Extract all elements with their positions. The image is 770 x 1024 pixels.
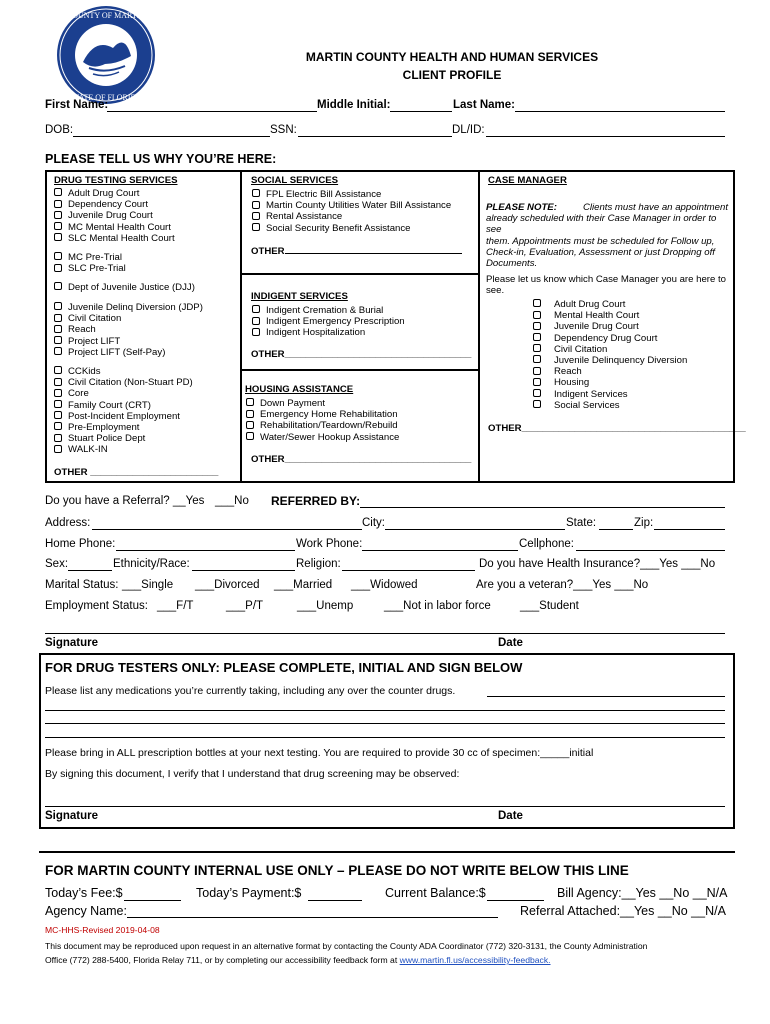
ethnicity-label: Ethnicity/Race: — [113, 558, 190, 570]
checkbox-item[interactable]: SLC Pre-Trial — [54, 263, 126, 274]
checkbox-item[interactable]: Juvenile Delinquency Diversion — [533, 355, 687, 366]
drug-testing-other[interactable]: OTHER ________________________ — [54, 467, 219, 478]
checkbox[interactable] — [533, 322, 541, 330]
social-services-other[interactable]: OTHER — [251, 244, 462, 257]
veteran-question[interactable]: Are you a veteran?___Yes ___No — [476, 579, 649, 591]
checkbox-item[interactable]: Down Payment — [246, 398, 399, 409]
ada-notice-line1: This document may be reproduced upon request in an alternative format by contacting the County ADA Coordinator (772) 320-3131, the County Administration — [45, 941, 648, 951]
referral-attached[interactable]: Referral Attached:__Yes __No __N/A — [520, 904, 726, 918]
marital-married[interactable]: ___Married — [274, 579, 333, 591]
marital-single[interactable]: ___Single — [122, 579, 174, 591]
medications-field-3[interactable] — [45, 723, 725, 724]
work-phone-label: Work Phone: — [296, 538, 363, 550]
checkbox-item[interactable]: Indigent Services — [533, 389, 687, 400]
checkbox-item[interactable]: Mental Health Court — [533, 310, 687, 321]
fee-label: Today’s Fee:$ — [45, 886, 123, 900]
checkbox[interactable] — [54, 233, 62, 241]
checkbox-item[interactable]: Rehabilitation/Teardown/Rebuild — [246, 420, 399, 431]
why-heading: PLEASE TELL US WHY YOU’RE HERE: — [45, 152, 277, 166]
ethnicity-field[interactable] — [192, 570, 295, 571]
checkbox-item[interactable]: Dependency Court — [54, 199, 175, 210]
checkbox[interactable] — [54, 389, 62, 397]
employment-nilf[interactable]: ___Not in labor force — [384, 600, 491, 612]
checkbox-item[interactable]: Indigent Hospitalization — [252, 327, 405, 338]
checkbox[interactable] — [54, 411, 62, 419]
checkbox-item[interactable]: Adult Drug Court — [54, 188, 175, 199]
internal-divider — [39, 851, 735, 853]
cellphone-label: Cellphone: — [519, 538, 574, 550]
drug-testing-group3 — [54, 282, 195, 293]
checkbox-item[interactable]: Dependency Drug Court — [533, 333, 687, 344]
zip-label: Zip: — [634, 517, 654, 529]
housing-assistance-other[interactable]: OTHER___________________________________ — [251, 454, 472, 465]
drug-testers-box — [39, 653, 735, 829]
checkbox-item[interactable]: Core — [54, 388, 193, 399]
case-manager-list — [533, 299, 687, 411]
insurance-question[interactable]: Do you have Health Insurance?___Yes ___No — [479, 558, 716, 570]
date-label: Date — [498, 637, 523, 649]
checkbox[interactable] — [533, 378, 541, 386]
checkbox-item[interactable]: Project LIFT (Self-Pay) — [54, 347, 203, 358]
drug-testers-signature-line[interactable] — [45, 806, 725, 807]
checkbox[interactable] — [246, 398, 254, 406]
checkbox-item[interactable]: Water/Sewer Hookup Assistance — [246, 432, 399, 443]
state-label: State: — [566, 517, 597, 529]
cellphone-field[interactable] — [576, 550, 725, 551]
divider-indigent — [241, 369, 478, 371]
dl-id-label: DL/ID: — [452, 124, 485, 136]
last-name-field[interactable] — [515, 111, 725, 112]
drug-testing-group1 — [54, 188, 175, 244]
signature-label: Signature — [45, 637, 99, 649]
employment-student[interactable]: ___Student — [520, 600, 579, 612]
checkbox[interactable] — [54, 314, 62, 322]
drug-testing-group2 — [54, 252, 126, 274]
seal-text-top: COUNTY OF MARTIN — [66, 11, 146, 20]
indigent-services-title: INDIGENT SERVICES — [251, 291, 348, 302]
case-manager-other[interactable]: OTHER__________________________________________ — [488, 423, 746, 434]
dob-field[interactable] — [73, 136, 270, 137]
checkbox[interactable] — [54, 302, 62, 310]
checkbox[interactable] — [54, 366, 62, 374]
header-line2: CLIENT PROFILE — [402, 68, 502, 82]
home-phone-label: Home Phone: — [45, 538, 116, 550]
dl-id-field[interactable] — [486, 136, 725, 137]
agency-name-field[interactable] — [127, 917, 498, 918]
checkbox[interactable] — [533, 367, 541, 375]
payment-field[interactable] — [308, 900, 362, 901]
checkbox-item[interactable]: Martin County Utilities Water Bill Assistance — [252, 200, 451, 211]
checkbox[interactable] — [54, 188, 62, 196]
drug-testing-group4 — [54, 302, 203, 358]
checkbox[interactable] — [246, 410, 254, 418]
state-field[interactable] — [599, 529, 633, 530]
checkbox[interactable] — [533, 333, 541, 341]
checkbox-item[interactable]: Housing — [533, 377, 687, 388]
divider-1 — [240, 171, 242, 482]
revised-tag: MC-HHS-Revised 2019-04-08 — [45, 925, 160, 935]
checkbox[interactable] — [54, 445, 62, 453]
checkbox-item[interactable]: Indigent Cremation & Burial — [252, 305, 405, 316]
employment-unemp[interactable]: ___Unemp — [297, 600, 354, 612]
header-line1: MARTIN COUNTY HEALTH AND HUMAN SERVICES — [305, 50, 599, 64]
checkbox[interactable] — [252, 317, 260, 325]
checkbox-item[interactable]: Social Services — [533, 400, 687, 411]
payment-label: Today’s Payment:$ — [196, 886, 302, 900]
checkbox-item[interactable]: Post-Incident Employment — [54, 411, 193, 422]
medications-prompt: Please list any medications you’re currently taking, including any over the counter drugs. — [45, 685, 456, 697]
checkbox[interactable] — [252, 305, 260, 313]
address-label: Address: — [45, 517, 91, 529]
checkbox[interactable] — [54, 325, 62, 333]
checkbox[interactable] — [533, 400, 541, 408]
checkbox-item[interactable]: Dept of Juvenile Justice (DJJ) — [54, 282, 195, 293]
checkbox[interactable] — [54, 222, 62, 230]
indigent-services-list — [252, 305, 405, 339]
middle-initial-label: Middle Initial: — [317, 99, 391, 111]
marital-label: Marital Status: — [45, 579, 119, 591]
checkbox-item[interactable]: Reach — [54, 324, 203, 335]
checkbox[interactable] — [54, 252, 62, 260]
checkbox-item[interactable]: Juvenile Delinq Diversion (JDP) — [54, 302, 203, 313]
ssn-field[interactable] — [298, 136, 452, 137]
signature-line[interactable] — [45, 633, 725, 634]
referral-no[interactable]: ___No — [215, 495, 249, 507]
address-field[interactable] — [92, 529, 362, 530]
bill-agency[interactable]: Bill Agency:__Yes __No __N/A — [557, 886, 728, 900]
checkbox-item[interactable]: Civil Citation — [533, 344, 687, 355]
social-services-list — [252, 189, 451, 234]
checkbox-item[interactable]: Rental Assistance — [252, 211, 451, 222]
checkbox[interactable] — [533, 389, 541, 397]
drug-testers-date-label: Date — [498, 810, 523, 822]
first-name-label: First Name: — [45, 99, 109, 111]
divider-social — [241, 273, 478, 275]
checkbox-item[interactable]: FPL Electric Bill Assistance — [252, 189, 451, 200]
case-manager-note: PLEASE NOTE: Clients must have an appointment already scheduled with their Case Manager in order to see them. Appointments must be scheduled for Follow up, Check-in, Evaluation, Assessment or just Dropping off Documents. — [486, 202, 728, 270]
fee-field[interactable] — [124, 900, 181, 901]
checkbox[interactable] — [252, 189, 260, 197]
balance-field[interactable] — [487, 900, 544, 901]
checkbox[interactable] — [54, 422, 62, 430]
housing-assistance-list — [246, 398, 399, 443]
checkbox-item[interactable]: MC Mental Health Court — [54, 222, 175, 233]
checkbox-item[interactable]: Pre-Employment — [54, 422, 193, 433]
checkbox-item[interactable]: Juvenile Drug Court — [533, 321, 687, 332]
checkbox[interactable] — [533, 299, 541, 307]
checkbox[interactable] — [54, 347, 62, 355]
referral-question[interactable]: Do you have a Referral? __Yes — [45, 495, 205, 507]
ssn-label: SSN: — [270, 124, 297, 136]
drug-testers-heading: FOR DRUG TESTERS ONLY: PLEASE COMPLETE, INITIAL AND SIGN BELOW — [45, 660, 523, 675]
checkbox[interactable] — [252, 201, 260, 209]
checkbox[interactable] — [54, 282, 62, 290]
employment-pt[interactable]: ___P/T — [226, 600, 264, 612]
checkbox[interactable] — [54, 336, 62, 344]
city-field[interactable] — [385, 529, 565, 530]
bottles-notice[interactable]: Please bring in ALL prescription bottles at your next testing. You are required to provide 30 cc of specimen:_____initial — [45, 747, 594, 759]
checkbox-item[interactable]: Emergency Home Rehabilitation — [246, 409, 399, 420]
balance-label: Current Balance:$ — [385, 886, 486, 900]
dob-label: DOB: — [45, 124, 74, 136]
first-name-field[interactable] — [107, 111, 317, 112]
ada-notice-line2: Office (772) 288-5400, Florida Relay 711, or by completing our accessibility feedback form at www.martin.fl.us/accessibility-feedback. — [45, 955, 551, 965]
checkbox-item[interactable]: Family Court (CRT) — [54, 400, 193, 411]
indigent-services-other[interactable]: OTHER___________________________________ — [251, 349, 472, 360]
checkbox-item[interactable]: Project LIFT — [54, 336, 203, 347]
checkbox[interactable] — [54, 200, 62, 208]
medications-field-1[interactable] — [487, 696, 725, 697]
work-phone-field[interactable] — [362, 550, 518, 551]
case-manager-title: CASE MANAGER — [488, 175, 567, 186]
checkbox-item[interactable]: Reach — [533, 366, 687, 377]
checkbox-item[interactable]: MC Pre-Trial — [54, 252, 126, 263]
housing-assistance-title: HOUSING ASSISTANCE — [245, 384, 354, 395]
checkbox[interactable] — [54, 400, 62, 408]
checkbox-item[interactable]: Adult Drug Court — [533, 299, 687, 310]
sex-field[interactable] — [68, 570, 112, 571]
checkbox-item[interactable]: Civil Citation — [54, 313, 203, 324]
internal-heading: FOR MARTIN COUNTY INTERNAL USE ONLY – PLEASE DO NOT WRITE BELOW THIS LINE — [45, 863, 629, 878]
employment-label: Employment Status: — [45, 600, 148, 612]
checkbox-item[interactable]: Social Security Benefit Assistance — [252, 223, 451, 234]
religion-label: Religion: — [296, 558, 341, 570]
checkbox[interactable] — [252, 328, 260, 336]
accessibility-link[interactable]: www.martin.fl.us/accessibility-feedback. — [399, 955, 551, 965]
social-services-title: SOCIAL SERVICES — [251, 175, 339, 186]
sex-label: Sex: — [45, 558, 69, 570]
checkbox-item[interactable]: Indigent Emergency Prescription — [252, 316, 405, 327]
zip-field[interactable] — [654, 529, 725, 530]
checkbox[interactable] — [54, 434, 62, 442]
seal-text-bottom: STATE OF FLORIDA — [69, 93, 143, 102]
divider-2 — [478, 171, 480, 482]
referred-by-label: REFERRED BY: — [271, 494, 361, 508]
checkbox[interactable] — [54, 378, 62, 386]
checkbox[interactable] — [533, 311, 541, 319]
middle-initial-field[interactable] — [390, 111, 452, 112]
checkbox-item[interactable]: Civil Citation (Non-Stuart PD) — [54, 377, 193, 388]
medications-field-2[interactable] — [45, 710, 725, 711]
religion-field[interactable] — [342, 570, 475, 571]
marital-widowed[interactable]: ___Widowed — [351, 579, 418, 591]
case-manager-prompt: Please let us know which Case Manager you are here to see. — [486, 274, 726, 297]
observed-notice: By signing this document, I verify that I understand that drug screening may be observed: — [45, 768, 460, 780]
marital-divorced[interactable]: ___Divorced — [195, 579, 260, 591]
checkbox[interactable] — [246, 421, 254, 429]
agency-name-label: Agency Name: — [45, 904, 127, 918]
checkbox[interactable] — [246, 432, 254, 440]
checkbox[interactable] — [54, 211, 62, 219]
drug-testing-group5 — [54, 366, 193, 456]
checkbox[interactable] — [54, 264, 62, 272]
referred-by-field[interactable] — [360, 507, 725, 508]
home-phone-field[interactable] — [116, 550, 295, 551]
checkbox[interactable] — [252, 223, 260, 231]
checkbox-item[interactable]: SLC Mental Health Court — [54, 233, 175, 244]
drug-testing-title: DRUG TESTING SERVICES — [54, 175, 178, 186]
checkbox[interactable] — [252, 212, 260, 220]
medications-field-4[interactable] — [45, 737, 725, 738]
employment-ft[interactable]: ___F/T — [157, 600, 194, 612]
city-label: City: — [362, 517, 385, 529]
checkbox-item[interactable]: Juvenile Drug Court — [54, 210, 175, 221]
checkbox-item[interactable]: WALK-IN — [54, 444, 193, 455]
checkbox-item[interactable]: Stuart Police Dept — [54, 433, 193, 444]
checkbox-item[interactable]: CCKids — [54, 366, 193, 377]
checkbox[interactable] — [533, 355, 541, 363]
checkbox[interactable] — [533, 344, 541, 352]
last-name-label: Last Name: — [453, 99, 515, 111]
drug-testers-signature-label: Signature — [45, 810, 99, 822]
